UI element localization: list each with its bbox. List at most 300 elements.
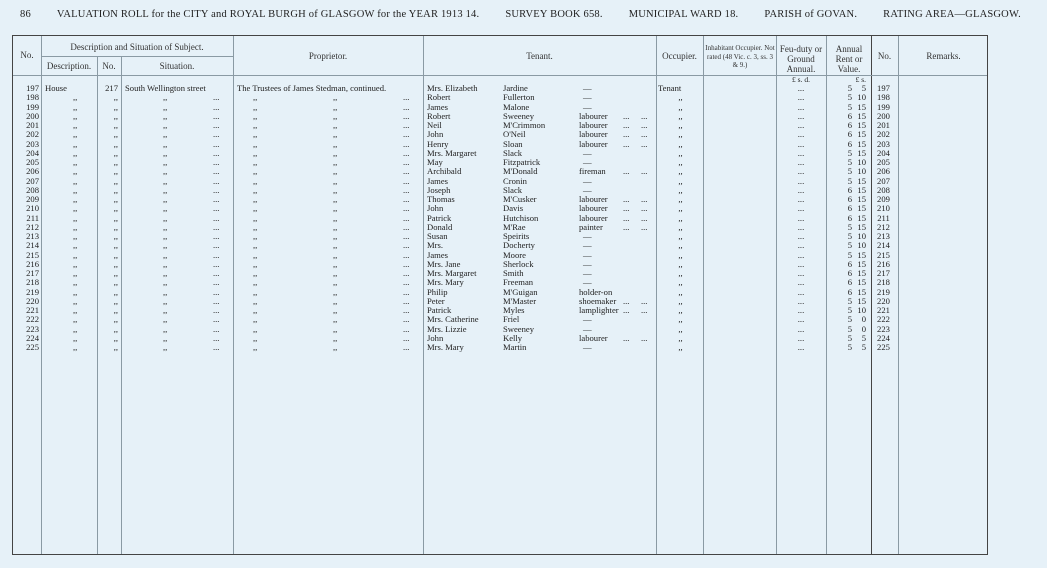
proprietor-ditto: ,, [333,221,338,232]
tenant-first-name: Susan [427,231,448,241]
rent-pounds: 5 [847,295,852,306]
rent-shillings: 15 [857,286,866,297]
tenant-first-name: James [427,249,449,260]
survey-book: SURVEY BOOK 658. [505,9,603,20]
situation: ,, [163,166,168,177]
proprietor-dots: ... [403,194,410,204]
tenant-surname: M'Rae [503,221,526,232]
feu-duty: ... [797,101,805,112]
row-number-right: 219 [877,286,890,297]
row-number-right: 216 [877,258,890,269]
description: ,, [73,231,78,241]
situation: ,, [163,268,168,278]
tenant-first-name: Peter [427,295,445,306]
rent-shillings: 15 [857,203,866,214]
row-number-right: 200 [877,110,890,121]
feu-duty: ... [797,110,805,121]
situation-dots: ... [213,147,220,158]
situation: South Wellington street [125,83,206,93]
tenant-first-name: Robert [427,92,451,103]
occupier: ,, [678,101,683,112]
occupation-dots: ... [641,221,648,232]
feu-duty: ... [797,231,805,241]
row-number-right: 223 [877,323,890,334]
tenant-occupation: — [583,231,592,241]
feu-duty: ... [797,305,805,315]
tenant-occupation: — [583,101,592,112]
description: ,, [73,305,78,315]
proprietor-dots: ... [403,221,410,232]
proprietor: ,, [253,305,258,315]
rent-pounds: 5 [847,332,852,343]
divider [423,36,424,554]
row-number: 215 [26,249,39,260]
row-number: 197 [26,83,39,93]
occupier: ,, [678,147,683,158]
header-feu-duty: Feu-duty or Ground Annual. [779,44,823,74]
tenant-surname: Davis [503,203,524,214]
proprietor-ditto: ,, [333,342,338,352]
situation: ,, [163,120,168,130]
rent-pounds: 5 [847,314,852,325]
tenant-surname: Moore [503,249,526,260]
house-number: ,, [113,101,118,112]
proprietor: ,, [253,157,258,167]
situation: ,, [163,212,168,223]
proprietor-ditto: ,, [333,231,338,241]
feu-duty: ... [797,184,805,195]
tenant-surname: Sloan [503,138,523,149]
house-number: ,, [113,258,118,269]
rent-shillings: 10 [857,240,866,251]
proprietor: ,, [253,166,258,177]
occupier: ,, [678,249,683,260]
row-number-right: 203 [877,138,890,149]
occupier: ,, [678,332,683,343]
tenant-surname: Smith [503,268,524,278]
occupation-dots: ... [623,194,630,204]
row-number-right: 220 [877,295,890,306]
proprietor: ,, [253,110,258,121]
house-number: ,, [113,295,118,306]
rent-shillings: 15 [857,277,866,288]
row-number-right: 209 [877,194,890,204]
situation: ,, [163,92,168,103]
tenant-surname: Friel [503,314,520,325]
tenant-occupation: labourer [579,138,608,149]
tenant-first-name: Thomas [427,194,455,204]
description: ,, [73,258,78,269]
tenant-occupation: — [583,323,592,334]
tenant-surname: Martin [503,342,527,352]
page-header [20,9,1047,20]
proprietor-dots: ... [403,277,410,288]
house-number: ,, [113,203,118,214]
row-number-right: 201 [877,120,890,130]
feu-duty: ... [797,221,805,232]
occupier: ,, [678,212,683,223]
occupier: ,, [678,295,683,306]
roll-title: VALUATION ROLL for the CITY and ROYAL BURGH of GLASGOW for the YEAR 1913 14. [56,9,480,20]
rent-shillings: 10 [857,92,866,103]
house-number: ,, [113,166,118,177]
rent-pounds: 5 [847,342,852,352]
rent-shillings: 10 [857,305,866,315]
rent-shillings: 15 [857,184,866,195]
rent-pounds: 5 [847,323,852,334]
row-number: 204 [26,147,39,158]
proprietor-ditto: ,, [333,175,338,186]
row-number: 214 [26,240,39,251]
occupier: Tenant [658,83,682,93]
situation-dots: ... [213,258,220,269]
situation-dots: ... [213,203,220,214]
divider [898,36,899,554]
situation-dots: ... [213,129,220,140]
tenant-surname: Sweeney [503,323,535,334]
occupation-dots: ... [641,212,648,223]
house-number: ,, [113,305,118,315]
house-number: 217 [105,83,118,93]
row-number: 199 [26,101,39,112]
description: House [45,83,67,93]
proprietor-ditto: ,, [333,212,338,223]
occupier: ,, [678,258,683,269]
proprietor: ,, [253,120,258,130]
tenant-first-name: Mrs. Lizzie [427,323,467,334]
tenant-occupation: labourer [579,212,608,223]
tenant-occupation: lamplighter [579,305,619,315]
divider [41,56,233,57]
situation-dots: ... [213,175,220,186]
situation-dots: ... [213,138,220,149]
row-number: 198 [26,92,39,103]
tenant-occupation: — [583,92,592,103]
proprietor-ditto: ,, [333,240,338,251]
row-number: 213 [26,231,39,241]
header-inhabitant: Inhabitant Occupier. Not rated (48 Vic. c. 3, ss. 3 & 9.) [705,44,775,69]
rent-shillings: 15 [857,194,866,204]
rent-pounds: 6 [847,129,852,140]
description: ,, [73,157,78,167]
situation: ,, [163,295,168,306]
proprietor-ditto: ,, [333,138,338,149]
tenant-surname: Slack [503,184,523,195]
row-number-right: 218 [877,277,890,288]
row-number: 207 [26,175,39,186]
house-number: ,, [113,175,118,186]
rent-pounds: 6 [847,138,852,149]
proprietor-ditto: ,, [333,147,338,158]
rent-pounds: 6 [847,203,852,214]
row-number: 203 [26,138,39,149]
tenant-occupation: fireman [579,166,606,177]
occupier: ,, [678,129,683,140]
house-number: ,, [113,286,118,297]
occupier: ,, [678,175,683,186]
proprietor-dots: ... [403,157,410,167]
occupation-dots: ... [641,305,648,315]
proprietor: ,, [253,212,258,223]
tenant-surname: Docherty [503,240,535,251]
proprietor-dots: ... [403,101,410,112]
occupation-dots: ... [623,129,630,140]
proprietor-dots: ... [403,129,410,140]
description: ,, [73,212,78,223]
proprietor-ditto: ,, [333,295,338,306]
rent-pounds: 5 [847,305,852,315]
proprietor-ditto: ,, [333,194,338,204]
feu-duty: ... [797,277,805,288]
feu-duty: ... [797,258,805,269]
rent-shillings: 15 [857,129,866,140]
tenant-first-name: Mrs. Catherine [427,314,479,325]
tenant-surname: M'Cusker [503,194,537,204]
rent-pounds: 5 [847,221,852,232]
occupier: ,, [678,323,683,334]
rent-shillings: 15 [857,295,866,306]
situation: ,, [163,332,168,343]
proprietor-ditto: ,, [333,268,338,278]
rent-pounds: 5 [847,101,852,112]
header-no: No. [20,50,34,60]
divider [656,36,657,554]
rating-area: RATING AREA—GLASGOW. [883,9,1021,20]
row-number: 216 [26,258,39,269]
feu-duty: ... [797,83,805,93]
occupation-dots: ... [641,295,648,306]
tenant-occupation: labourer [579,332,608,343]
tenant-first-name: Robert [427,110,451,121]
proprietor-ditto: ,, [333,286,338,297]
house-number: ,, [113,323,118,334]
description: ,, [73,286,78,297]
feu-duty: ... [797,157,805,167]
tenant-first-name: Neil [427,120,442,130]
proprietor-dots: ... [403,286,410,297]
proprietor-dots: ... [403,147,410,158]
description: ,, [73,249,78,260]
tenant-surname: M'Donald [503,166,538,177]
situation: ,, [163,258,168,269]
situation: ,, [163,138,168,149]
row-number: 219 [26,286,39,297]
divider [41,36,42,554]
occupier: ,, [678,231,683,241]
description: ,, [73,92,78,103]
situation-dots: ... [213,240,220,251]
feu-duty: ... [797,295,805,306]
rent-shillings: 15 [857,212,866,223]
tenant-first-name: Archibald [427,166,462,177]
occupier: ,, [678,120,683,130]
feu-duty: ... [797,92,805,103]
situation: ,, [163,175,168,186]
proprietor-ditto: ,, [333,110,338,121]
proprietor-ditto: ,, [333,92,338,103]
occupation-dots: ... [623,332,630,343]
situation-dots: ... [213,342,220,352]
proprietor: ,, [253,101,258,112]
tenant-first-name: James [427,101,449,112]
tenant-occupation: labourer [579,129,608,140]
rent-units: £ s. [855,75,866,84]
occupier: ,, [678,92,683,103]
occupation-dots: ... [641,129,648,140]
description: ,, [73,110,78,121]
proprietor-ditto: ,, [333,184,338,195]
row-number-right: 221 [877,305,890,315]
rent-shillings: 15 [857,138,866,149]
row-number-right: 225 [877,342,890,352]
proprietor: ,, [253,147,258,158]
rent-pounds: 6 [847,286,852,297]
proprietor: ,, [253,92,258,103]
occupier: ,, [678,138,683,149]
feu-duty: ... [797,129,805,140]
feu-duty: ... [797,342,805,352]
valuation-table [12,35,988,555]
situation: ,, [163,240,168,251]
row-number: 202 [26,129,39,140]
feu-units: £ s. d. [792,75,810,84]
row-number: 212 [26,221,39,232]
occupier: ,, [678,221,683,232]
occupier: ,, [678,277,683,288]
tenant-occupation: — [583,175,592,186]
rent-shillings: 15 [857,147,866,158]
tenant-first-name: John [427,129,444,140]
situation-dots: ... [213,194,220,204]
tenant-occupation: labourer [579,194,608,204]
proprietor-ditto: ,, [333,305,338,315]
proprietor-dots: ... [403,249,410,260]
tenant-first-name: Philip [427,286,448,297]
proprietor: ,, [253,342,258,352]
tenant-first-name: Mrs. Mary [427,342,464,352]
occupation-dots: ... [623,138,630,149]
description: ,, [73,194,78,204]
situation-dots: ... [213,110,220,121]
tenant-first-name: John [427,203,444,214]
rent-shillings: 15 [857,221,866,232]
situation: ,, [163,194,168,204]
proprietor: ,, [253,323,258,334]
situation: ,, [163,231,168,241]
row-number: 225 [26,342,39,352]
feu-duty: ... [797,268,805,278]
occupation-dots: ... [641,166,648,177]
tenant-occupation: — [583,268,592,278]
occupation-dots: ... [623,203,630,214]
feu-duty: ... [797,166,805,177]
proprietor-ditto: ,, [333,101,338,112]
occupation-dots: ... [641,332,648,343]
feu-duty: ... [797,240,805,251]
proprietor-dots: ... [403,268,410,278]
tenant-occupation: — [583,240,592,251]
proprietor-dots: ... [403,323,410,334]
situation: ,, [163,305,168,315]
proprietor: ,, [253,231,258,241]
house-number: ,, [113,157,118,167]
situation-dots: ... [213,166,220,177]
rent-pounds: 6 [847,194,852,204]
row-number-right: 214 [877,240,890,251]
proprietor-dots: ... [403,305,410,315]
rent-shillings: 15 [857,249,866,260]
rent-shillings: 15 [857,258,866,269]
proprietor: ,, [253,194,258,204]
proprietor-ditto: ,, [333,203,338,214]
occupation-dots: ... [641,138,648,149]
house-number: ,, [113,147,118,158]
situation-dots: ... [213,101,220,112]
situation-dots: ... [213,314,220,325]
situation-dots: ... [213,277,220,288]
occupation-dots: ... [623,120,630,130]
proprietor-dots: ... [403,332,410,343]
proprietor-dots: ... [403,295,410,306]
row-number-right: 224 [877,332,890,343]
situation-dots: ... [213,212,220,223]
row-number: 200 [26,110,39,121]
house-number: ,, [113,231,118,241]
tenant-surname: Hutchison [503,212,539,223]
situation: ,, [163,203,168,214]
tenant-first-name: Mrs. [427,240,443,251]
occupier: ,, [678,314,683,325]
row-number: 206 [26,166,39,177]
rent-shillings: 15 [857,175,866,186]
proprietor: ,, [253,332,258,343]
tenant-first-name: Henry [427,138,449,149]
proprietor-ditto: ,, [333,129,338,140]
rent-shillings: 15 [857,268,866,278]
situation-dots: ... [213,295,220,306]
proprietor-ditto: ,, [333,332,338,343]
description: ,, [73,184,78,195]
proprietor: ,, [253,175,258,186]
rent-pounds: 5 [847,157,852,167]
proprietor-dots: ... [403,166,410,177]
house-number: ,, [113,332,118,343]
feu-duty: ... [797,203,805,214]
situation: ,, [163,147,168,158]
proprietor: ,, [253,240,258,251]
description: ,, [73,129,78,140]
situation-dots: ... [213,221,220,232]
occupier: ,, [678,157,683,167]
situation-dots: ... [213,305,220,315]
tenant-surname: Speirits [503,231,530,241]
rent-shillings: 5 [861,83,866,93]
house-number: ,, [113,268,118,278]
row-number: 217 [26,268,39,278]
situation-dots: ... [213,323,220,334]
row-number-right: 217 [877,268,890,278]
occupation-dots: ... [641,120,648,130]
tenant-surname: M'Crimmon [503,120,546,130]
row-number: 210 [26,203,39,214]
rent-pounds: 6 [847,268,852,278]
tenant-occupation: painter [579,221,603,232]
feu-duty: ... [797,249,805,260]
house-number: ,, [113,184,118,195]
tenant-occupation: — [583,277,592,288]
header-remarks: Remarks. [926,51,961,61]
row-number: 221 [26,305,39,315]
